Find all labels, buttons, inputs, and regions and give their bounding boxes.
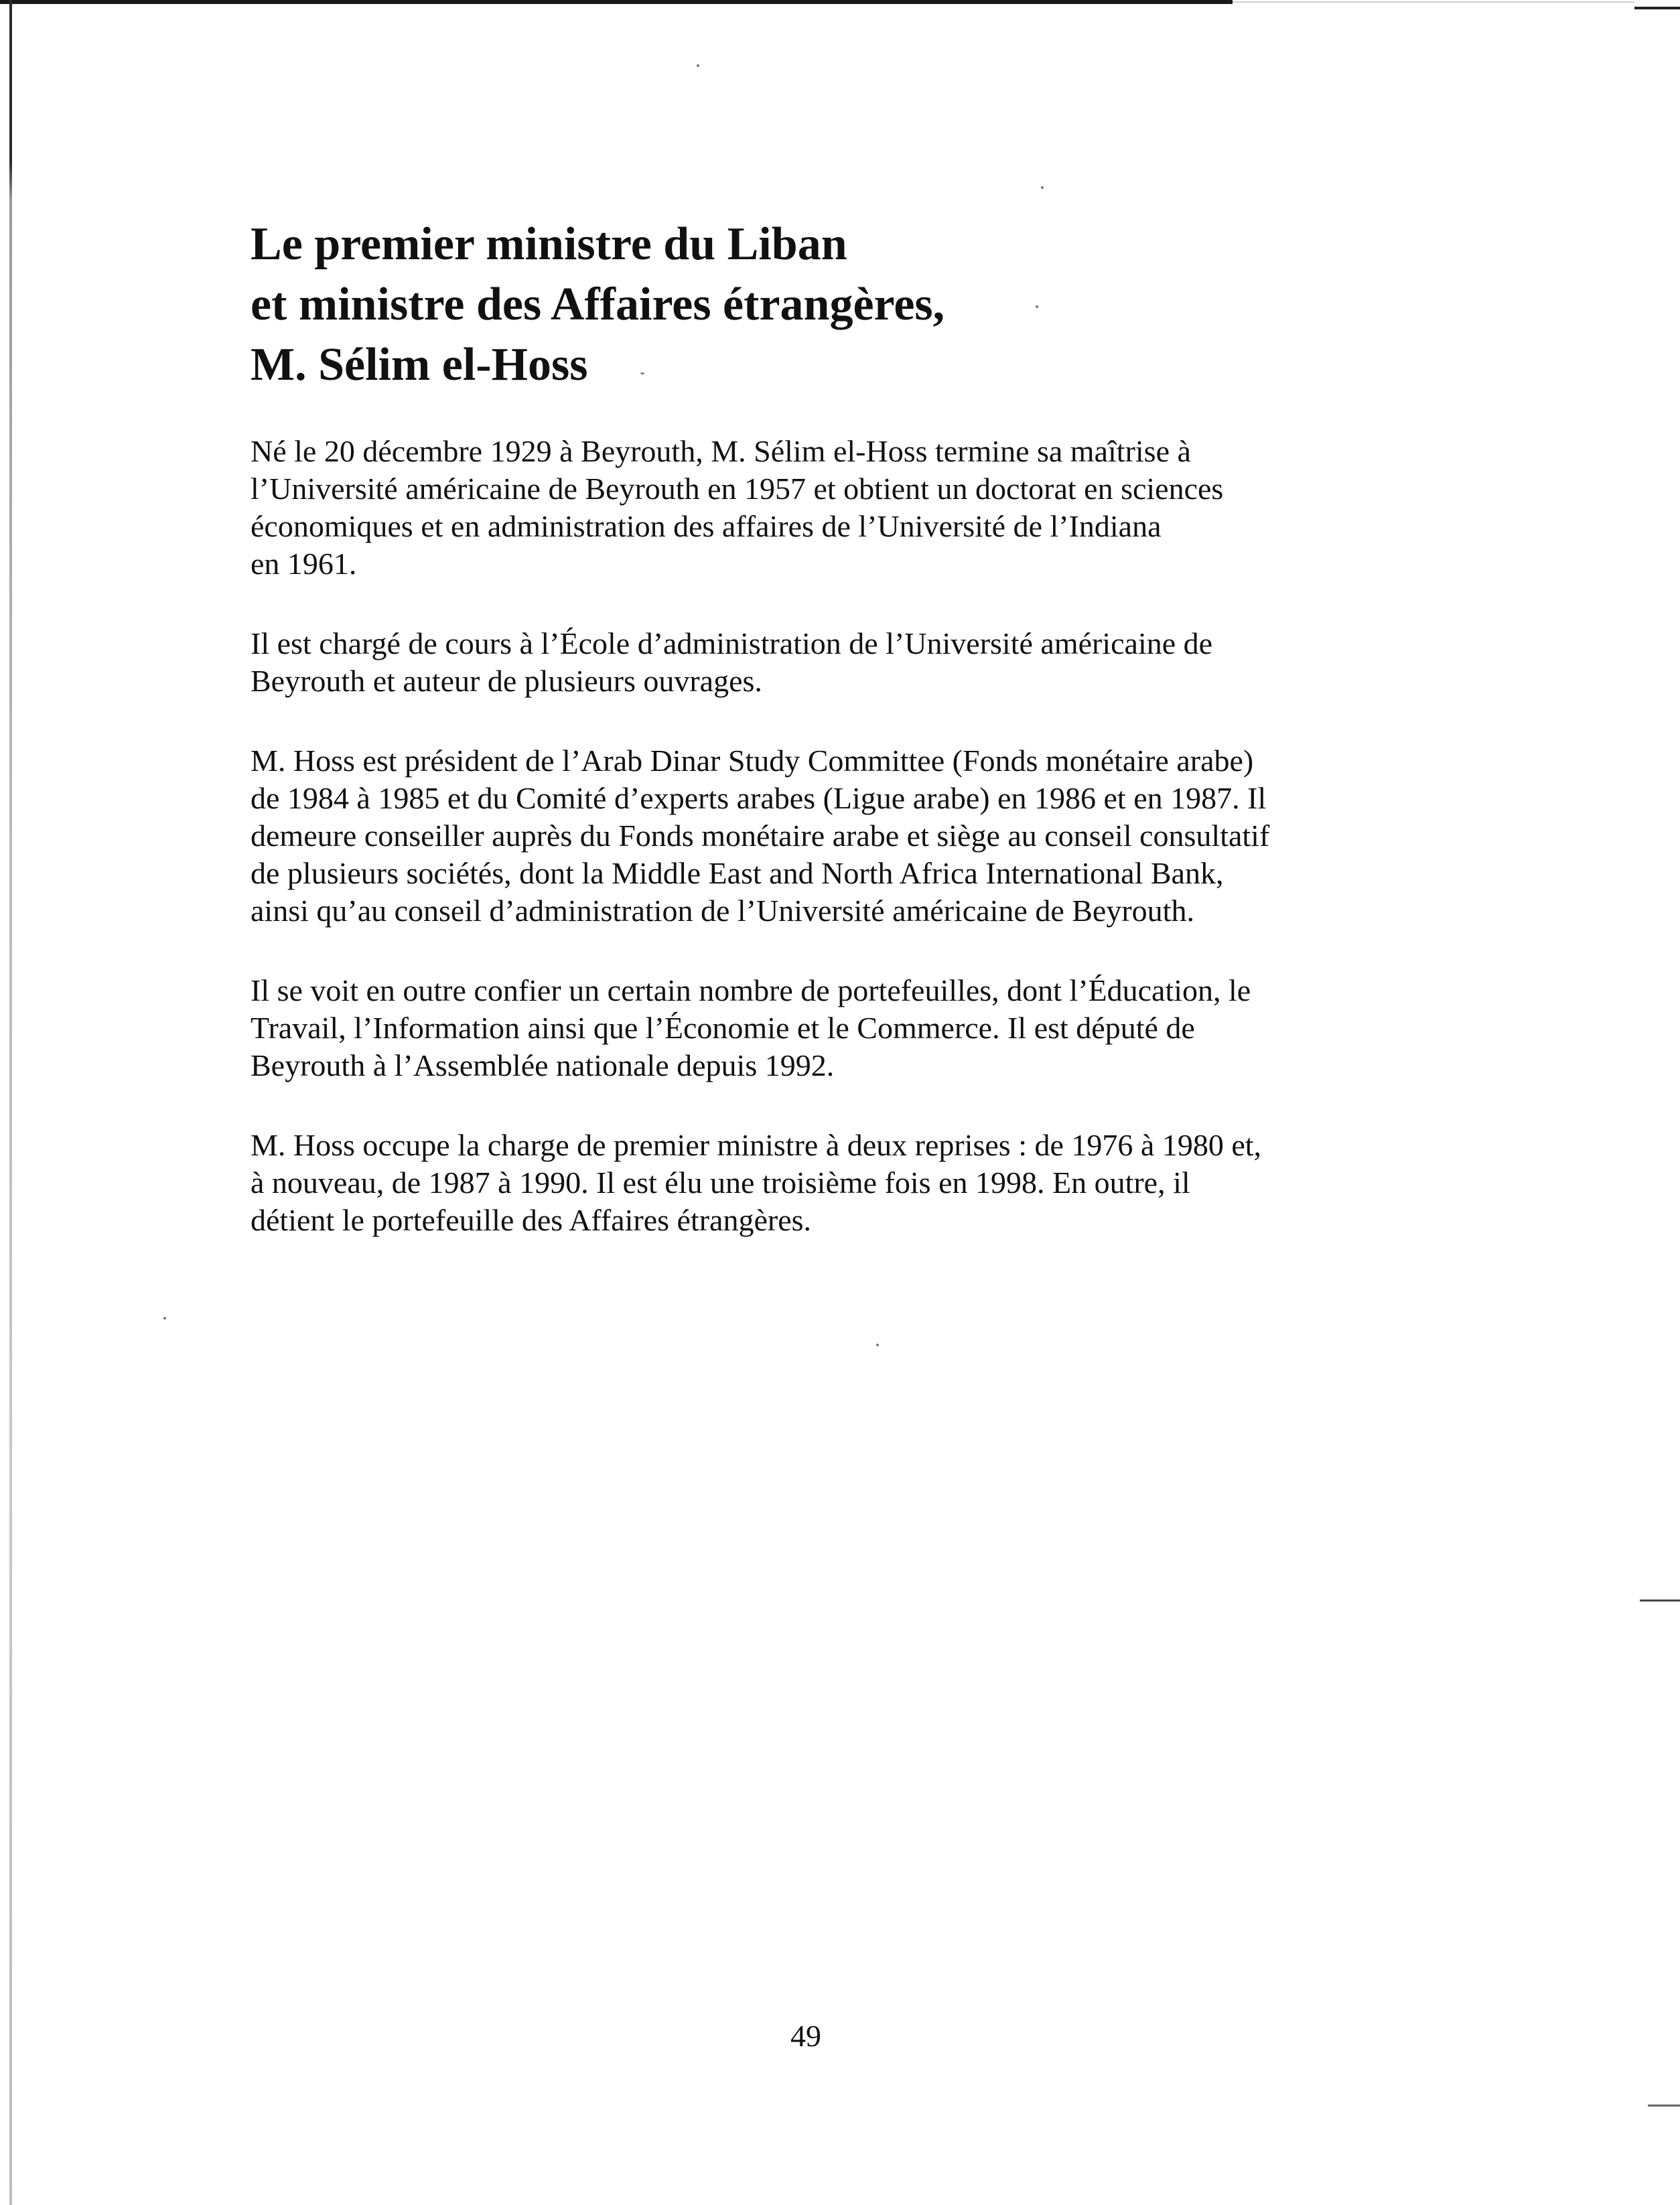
text-line: à nouveau, de 1987 à 1990. Il est élu une troisième fois en 1998. En outre, il <box>251 1165 1190 1200</box>
paragraph-positions <box>251 742 1376 930</box>
paragraph-prime-minister <box>251 1127 1376 1239</box>
text-line: Travail, l’Information ainsi que l’Économie et le Commerce. Il est député de <box>251 1011 1195 1045</box>
scan-border-left <box>9 0 12 2205</box>
title-line: et ministre des Affaires étrangères, <box>251 279 945 330</box>
text-line: M. Hoss est président de l’Arab Dinar Study Committee (Fonds monétaire arabe) <box>251 743 1254 778</box>
scan-border-top-fade <box>1233 1 1634 3</box>
text-line: Il se voit en outre confier un certain nombre de portefeuilles, dont l’Éducation, le <box>251 973 1251 1007</box>
document-title <box>251 214 1389 395</box>
text-line: Il est chargé de cours à l’École d’administration de l’Université américaine de <box>251 626 1213 660</box>
scan-mark-bottom-right <box>1648 2105 1680 2107</box>
text-line: ainsi qu’au conseil d’administration de l’Université américaine de Beyrouth. <box>251 894 1194 928</box>
paragraph-teaching <box>251 625 1376 700</box>
scan-mark-top-right <box>1634 7 1680 9</box>
text-line: de 1984 à 1985 et du Comité d’experts arabes (Ligue arabe) en 1986 et en 1987. Il <box>251 781 1267 815</box>
page-number: 49 <box>790 2019 821 2053</box>
scan-mark-right <box>1640 1599 1680 1602</box>
scan-speck <box>697 64 699 67</box>
title-line: Le premier ministre du Liban <box>251 218 847 270</box>
scan-speck <box>1041 186 1044 189</box>
paragraph-biography-birth <box>251 433 1376 583</box>
text-line: de plusieurs sociétés, dont la Middle East and North Africa International Bank, <box>251 856 1224 890</box>
scan-speck <box>876 1344 879 1346</box>
title-line: M. Sélim el-Hoss <box>251 339 588 390</box>
text-line: M. Hoss occupe la charge de premier ministre à deux reprises : de 1976 à 1980 et, <box>251 1128 1262 1162</box>
text-line: économiques et en administration des affaires de l’Université de l’Indiana <box>251 509 1162 543</box>
text-line: Beyrouth à l’Assemblée nationale depuis 1992. <box>251 1048 835 1082</box>
scan-speck <box>163 1317 166 1320</box>
scan-border-top <box>0 0 1233 4</box>
text-line: demeure conseiller auprès du Fonds monétaire arabe et siège au conseil consultatif <box>251 819 1270 853</box>
paragraph-portfolios <box>251 972 1376 1084</box>
text-line: Né le 20 décembre 1929 à Beyrouth, M. Sélim el-Hoss termine sa maîtrise à <box>251 434 1191 468</box>
text-line: en 1961. <box>251 547 357 581</box>
text-line: l’Université américaine de Beyrouth en 1957 et obtient un doctorat en sciences <box>251 472 1224 506</box>
document-body <box>251 433 1376 1281</box>
text-line: détient le portefeuille des Affaires étrangères. <box>251 1203 812 1237</box>
text-line: Beyrouth et auteur de plusieurs ouvrages. <box>251 664 762 698</box>
